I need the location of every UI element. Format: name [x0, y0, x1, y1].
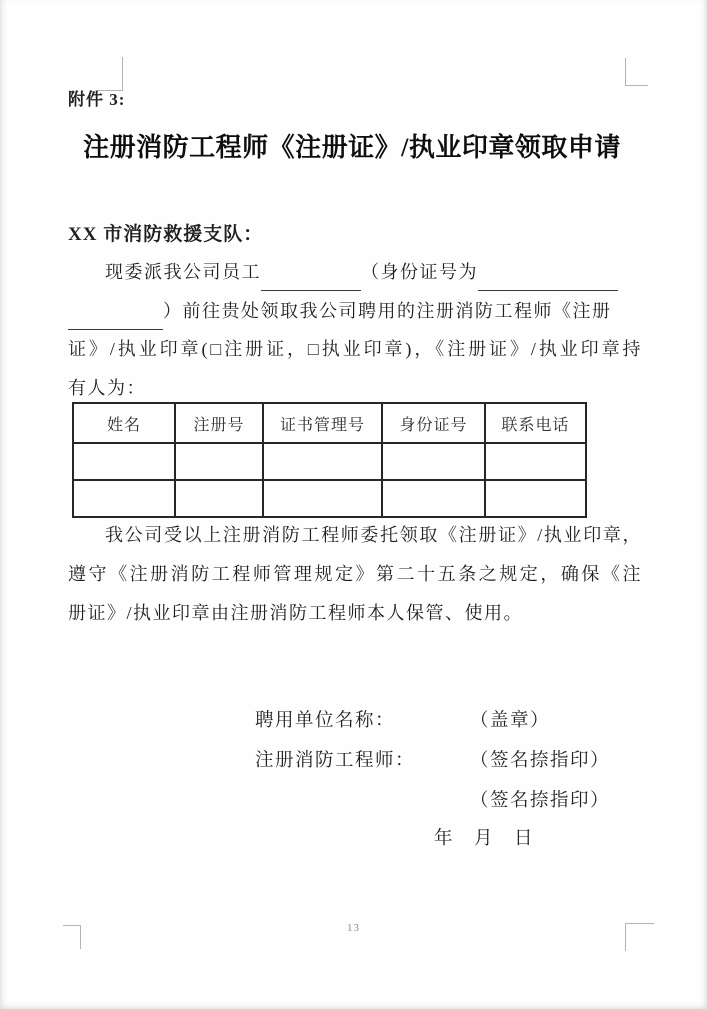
- engineer-signature-placeholder: （签名捺指印）: [470, 751, 611, 771]
- body-text: ）前往贵处领取我公司聘用的注册消防工程师《注册: [163, 301, 612, 321]
- body-line: [68, 516, 642, 555]
- body-line: [68, 555, 642, 594]
- blank-field-employee-name: [261, 260, 361, 291]
- body-text: 遵守《注册消防工程师管理规定》第二十五条之规定，确保《注: [68, 564, 642, 584]
- table-cell: [485, 443, 586, 480]
- roster-table: [72, 402, 587, 518]
- table-row: [73, 480, 586, 517]
- employer-seal-placeholder: （盖章）: [470, 711, 551, 731]
- salutation: XX 市消防救援支队：: [68, 224, 264, 245]
- blank-field-id-number-2: [68, 299, 163, 330]
- document-title: 注册消防工程师《注册证》/执业印章领取申请: [83, 133, 621, 162]
- delegation-paragraph: [68, 252, 642, 408]
- body-text: 注册证，: [224, 339, 308, 359]
- table-cell: [175, 480, 263, 517]
- body-line: [68, 291, 642, 330]
- blank-field-id-number-1: [478, 260, 618, 291]
- table-cell: [73, 443, 175, 480]
- attachment-label: 附件 3:: [68, 90, 126, 109]
- column-header-name: 姓名: [73, 403, 175, 443]
- table-cell: [263, 443, 382, 480]
- body-text: 执业印章)，《注册证》/执业印章持: [321, 339, 643, 359]
- table-cell: [175, 443, 263, 480]
- body-text: 现委派我公司员工: [105, 262, 261, 282]
- page-number: 13: [347, 922, 360, 934]
- table-cell: [382, 480, 485, 517]
- body-text: 册证》/执业印章由注册消防工程师本人保管、使用。: [68, 603, 523, 623]
- date-line: 年 月 日: [434, 829, 535, 849]
- body-line: [68, 594, 642, 633]
- body-text: （身份证号为: [361, 262, 478, 282]
- column-header-id-no: 身份证号: [382, 403, 485, 443]
- table-row: [73, 443, 586, 480]
- table-cell: [382, 443, 485, 480]
- column-header-cert-mgmt-no: 证书管理号: [263, 403, 382, 443]
- crop-mark-top-right: [625, 58, 648, 86]
- checkbox-practice-seal-icon: □: [307, 339, 322, 359]
- body-line: [68, 330, 642, 369]
- body-text: 我公司受以上注册消防工程师委托领取《注册证》/执业印章，: [105, 525, 642, 545]
- body-line: [68, 252, 642, 291]
- column-header-registration-no: 注册号: [175, 403, 263, 443]
- employer-name-label: 聘用单位名称：: [255, 711, 396, 731]
- column-header-phone: 联系电话: [485, 403, 586, 443]
- body-text: 证》/执业印章(: [68, 339, 209, 359]
- commitment-paragraph: [68, 516, 642, 633]
- table-cell: [73, 480, 175, 517]
- engineer-signature-placeholder-2: （签名捺指印）: [470, 791, 611, 811]
- body-text: 有人为：: [68, 378, 146, 398]
- table-cell: [263, 480, 382, 517]
- engineer-label: 注册消防工程师：: [255, 751, 416, 771]
- table-header-row: [73, 403, 586, 443]
- table-cell: [485, 480, 586, 517]
- checkbox-registration-cert-icon: □: [208, 339, 225, 359]
